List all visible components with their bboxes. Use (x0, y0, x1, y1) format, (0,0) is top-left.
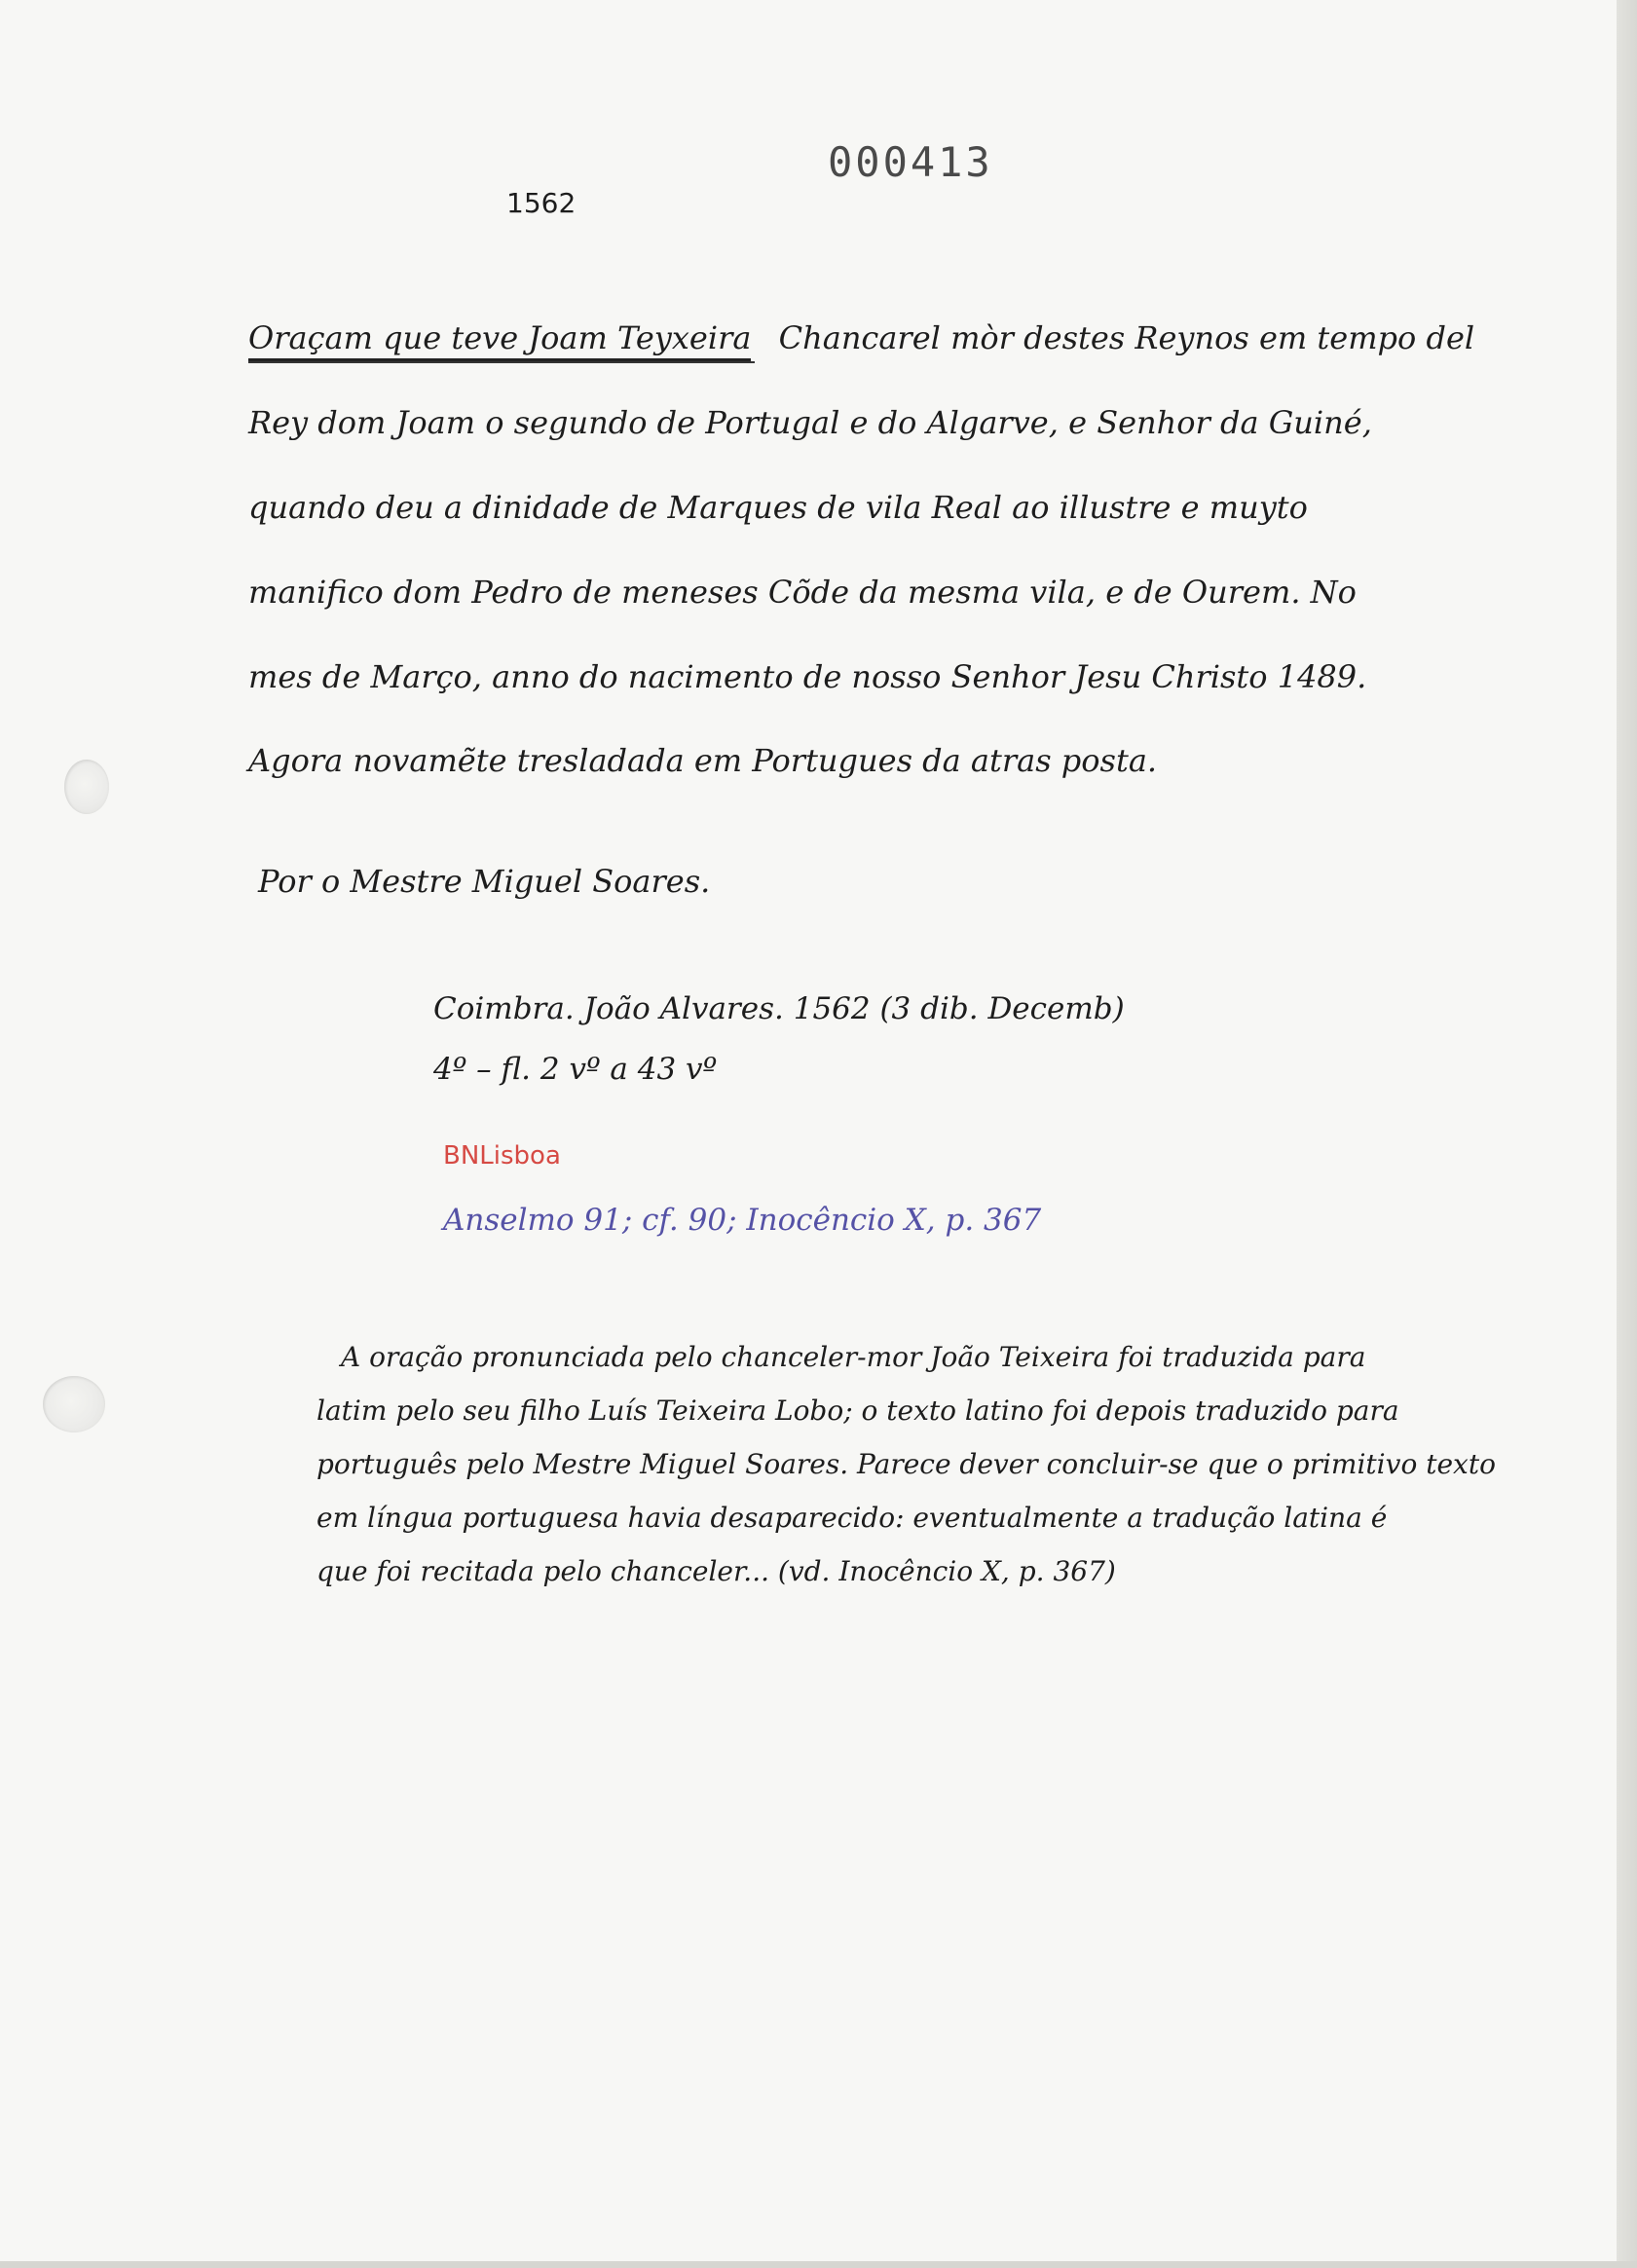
body-line: Chancarel mòr destes Reynos em tempo del (778, 319, 1475, 356)
body-line: manifico dom Pedro de meneses Cõde da mesma vila, e de Ourem. No (248, 574, 1357, 611)
library-note: BNLisboa (443, 1141, 561, 1171)
author-line: Por o Mestre Miguel Soares. (258, 863, 711, 900)
punch-hole-lower (43, 1376, 105, 1432)
title-line-1 (248, 319, 1474, 356)
commentary-line: português pelo Mestre Miguel Soares. Parece dever concluir-se que o primitivo texto (316, 1448, 1496, 1480)
format-line: 4º – fl. 2 vº a 43 vº (433, 1052, 718, 1087)
title-underlined: Oraçam que teve Joam Teyxeira (248, 319, 751, 361)
body-line: quando deu a dinidade de Marques de vila Real ao illustre e muyto (248, 489, 1308, 526)
title-double-underline (248, 361, 755, 363)
document-year: 1562 (506, 187, 577, 219)
commentary-line: latim pelo seu filho Luís Teixeira Lobo; o texto latino foi depois traduzido para (316, 1394, 1399, 1427)
commentary-line: em língua portuguesa havia desaparecido: eventualmente a tradução latina é (316, 1502, 1388, 1534)
body-line: Agora novamẽte tresladada em Portugues da atras posta. (248, 742, 1158, 779)
commentary-line: A oração pronunciada pelo chanceler-mor João Teixeira foi traduzida para (341, 1341, 1366, 1373)
body-line: mes de Março, anno do nacimento de nosso Senhor Jesu Christo 1489. (248, 658, 1367, 695)
body-line: Rey dom Joam o segundo de Portugal e do Algarve, e Senhor da Guiné, (248, 404, 1372, 441)
punch-hole-upper (64, 760, 109, 814)
page-edge-bottom (0, 2261, 1637, 2268)
imprint-line: Coimbra. João Alvares. 1562 (3 dib. Decemb) (433, 991, 1125, 1026)
page-edge-right (1617, 0, 1637, 2268)
bibliography-note: Anselmo 91; cf. 90; Inocêncio X, p. 367 (443, 1203, 1042, 1238)
commentary-line: que foi recitada pelo chanceler... (vd. Inocêncio X, p. 367) (316, 1555, 1116, 1587)
archive-stamp-number: 000413 (828, 138, 993, 186)
